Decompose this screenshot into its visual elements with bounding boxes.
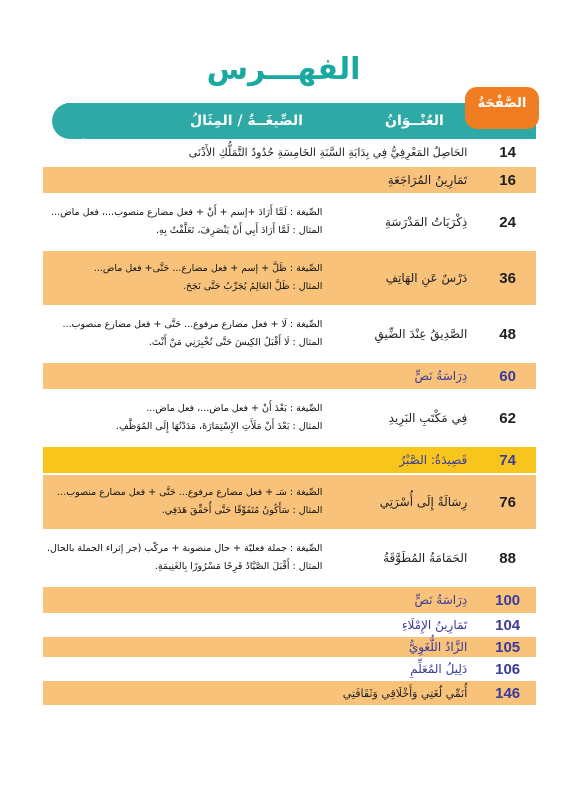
table-row[interactable] xyxy=(43,390,536,446)
table-row[interactable] xyxy=(43,586,536,614)
row-form-example xyxy=(43,390,332,446)
row-title: دِرَاسَةُ نَصٍّ xyxy=(332,362,479,390)
row-page-number: 48 xyxy=(479,306,536,362)
row-page-number: 62 xyxy=(479,390,536,446)
header-title-column: العُنْــوَانُ xyxy=(385,113,444,129)
table-row[interactable] xyxy=(43,140,536,166)
row-page-number: 100 xyxy=(479,586,536,614)
row-example: المثال : أَقْبَلَ الصَّيَّادُ فَرِحًا مَسْرُورًا بِالغَنِيمَةِ. xyxy=(154,561,323,572)
row-form: الصِّيغة : بَعْدَ أَنْ + فعل ماض...، فعل ماض... xyxy=(146,403,323,414)
header-form-column: الصِّيغَــةُ / المِثَالُ xyxy=(190,113,303,129)
page-title: الفهـــرس xyxy=(206,52,361,87)
table-of-contents xyxy=(43,140,536,707)
row-form: الصِّيغة : لَمَّا أَرَادَ +إسم + أَنْ + فعل مضارع منصوب...، فعل ماض... xyxy=(51,207,323,218)
row-form-example xyxy=(43,306,332,362)
table-row[interactable] xyxy=(43,306,536,362)
row-page-number: 104 xyxy=(479,614,536,636)
row-page-number: 36 xyxy=(479,250,536,306)
row-form: الصِّيغة : جملة فعليّة + حال منصوبة + مركّب (جر إثراء الجملة بالحال. xyxy=(47,543,323,554)
row-title: تَمَارِينُ المُرَاجَعَةِ xyxy=(332,166,479,194)
row-title: الصَّدِيقُ عِنْدَ الضِّيقِ xyxy=(332,306,479,362)
row-title: دَلِيلُ المُعَلِّمِ xyxy=(332,658,479,680)
row-form-example xyxy=(43,194,332,250)
table-row[interactable] xyxy=(43,658,536,680)
row-page-number: 24 xyxy=(479,194,536,250)
row-title: الحَاصِلُ المَعْرِفِيُّ فِي بِدَايَةِ السَّنَةِ الخَامِسَةِ حُدُودُ التَّمَلُّكِ الأَدْنَى xyxy=(43,140,479,166)
row-example: المثال : ظَلَّ العَالِمُ يُجَرِّبُ حَتَّى نَجَحَ. xyxy=(182,281,323,292)
table-row[interactable] xyxy=(43,680,536,706)
row-form-example xyxy=(43,586,332,614)
row-title: ذِكْرَيَاتُ المَدْرَسَةِ xyxy=(332,194,479,250)
table-row[interactable] xyxy=(43,614,536,636)
row-form-example xyxy=(43,474,332,530)
table-row[interactable] xyxy=(43,474,536,530)
row-title: الحَمَامَةُ المُطَوَّقَةُ xyxy=(332,530,479,586)
table-row[interactable] xyxy=(43,636,536,658)
row-form: الصِّيغة : لَا + فعل مضارع مرفوع... حَتَّى + فعل مضارع منصوب... xyxy=(62,319,323,330)
row-page-number: 146 xyxy=(479,680,536,706)
table-row[interactable] xyxy=(43,194,536,250)
row-page-number: 14 xyxy=(479,140,536,166)
table-row[interactable] xyxy=(43,446,536,474)
row-example: المثال : لَمَّا أَرَادَ أَبِي أَنْ يَنْصَرِفَ، تَعَلَّقْتُ بِهِ. xyxy=(156,225,323,236)
header-page-column: الصَّفْحَةُ xyxy=(465,87,539,129)
row-form: الصِّيغة : ظَلَّ + إسم + فعل مضارع... حَتَّى+ فعل ماض... xyxy=(93,263,323,274)
row-page-number: 74 xyxy=(479,446,536,474)
row-title: دَرْسٌ عَنِ الهَاتِفِ xyxy=(332,250,479,306)
row-page-number: 76 xyxy=(479,474,536,530)
row-example: المثال : بَعْدَ أَنْ مَلَأَتِ الإِسْتِمَارَةَ، مَدَدْتُهَا إِلَى المُوَظَّفِ. xyxy=(115,421,323,432)
row-form-example xyxy=(43,530,332,586)
row-title: دِرَاسَةُ نَصٍّ xyxy=(332,586,479,614)
row-title: تَمَارِينُ الإِمْلَاءِ xyxy=(332,614,479,636)
row-form-example xyxy=(43,614,332,636)
row-example: المثال : سَأَكُونُ مُتَفَوِّقًا حَتَّى أُحَقِّقَ هَدَفِي. xyxy=(161,505,323,516)
row-form-example xyxy=(43,658,332,680)
row-form-example xyxy=(43,362,332,390)
row-title: فِي مَكْتَبِ البَرِيدِ xyxy=(332,390,479,446)
table-row[interactable] xyxy=(43,166,536,194)
table-row[interactable] xyxy=(43,362,536,390)
row-title: قَصِيدَةُ: الصَّبْرُ xyxy=(332,446,479,474)
row-form-example xyxy=(43,636,332,658)
row-form-example xyxy=(43,446,332,474)
row-form: الصِّيغة : سَـ + فعل مضارع مرفوع... حَتَّى + فعل مضارع منصوب... xyxy=(57,487,323,498)
row-form-example xyxy=(43,166,332,194)
row-page-number: 105 xyxy=(479,636,536,658)
row-form-example xyxy=(43,250,332,306)
row-page-number: 106 xyxy=(479,658,536,680)
row-page-number: 88 xyxy=(479,530,536,586)
row-title: أُنَمِّي لُغَتِي وَأَخْلَاقِي وَثَقَافَتِي xyxy=(43,680,479,706)
row-title: رِسَالَةٌ إِلَى أُسْرَتِي xyxy=(332,474,479,530)
row-page-number: 60 xyxy=(479,362,536,390)
row-title: الزَّادُ اللُّغَوِيُّ xyxy=(332,636,479,658)
row-example: المثال : لَا أَقْبَلُ الكِيسَ حَتَّى تُخْبِرَنِي مَنْ أَنْتَ. xyxy=(148,337,323,348)
table-row[interactable] xyxy=(43,250,536,306)
row-page-number: 16 xyxy=(479,166,536,194)
table-row[interactable] xyxy=(43,530,536,586)
